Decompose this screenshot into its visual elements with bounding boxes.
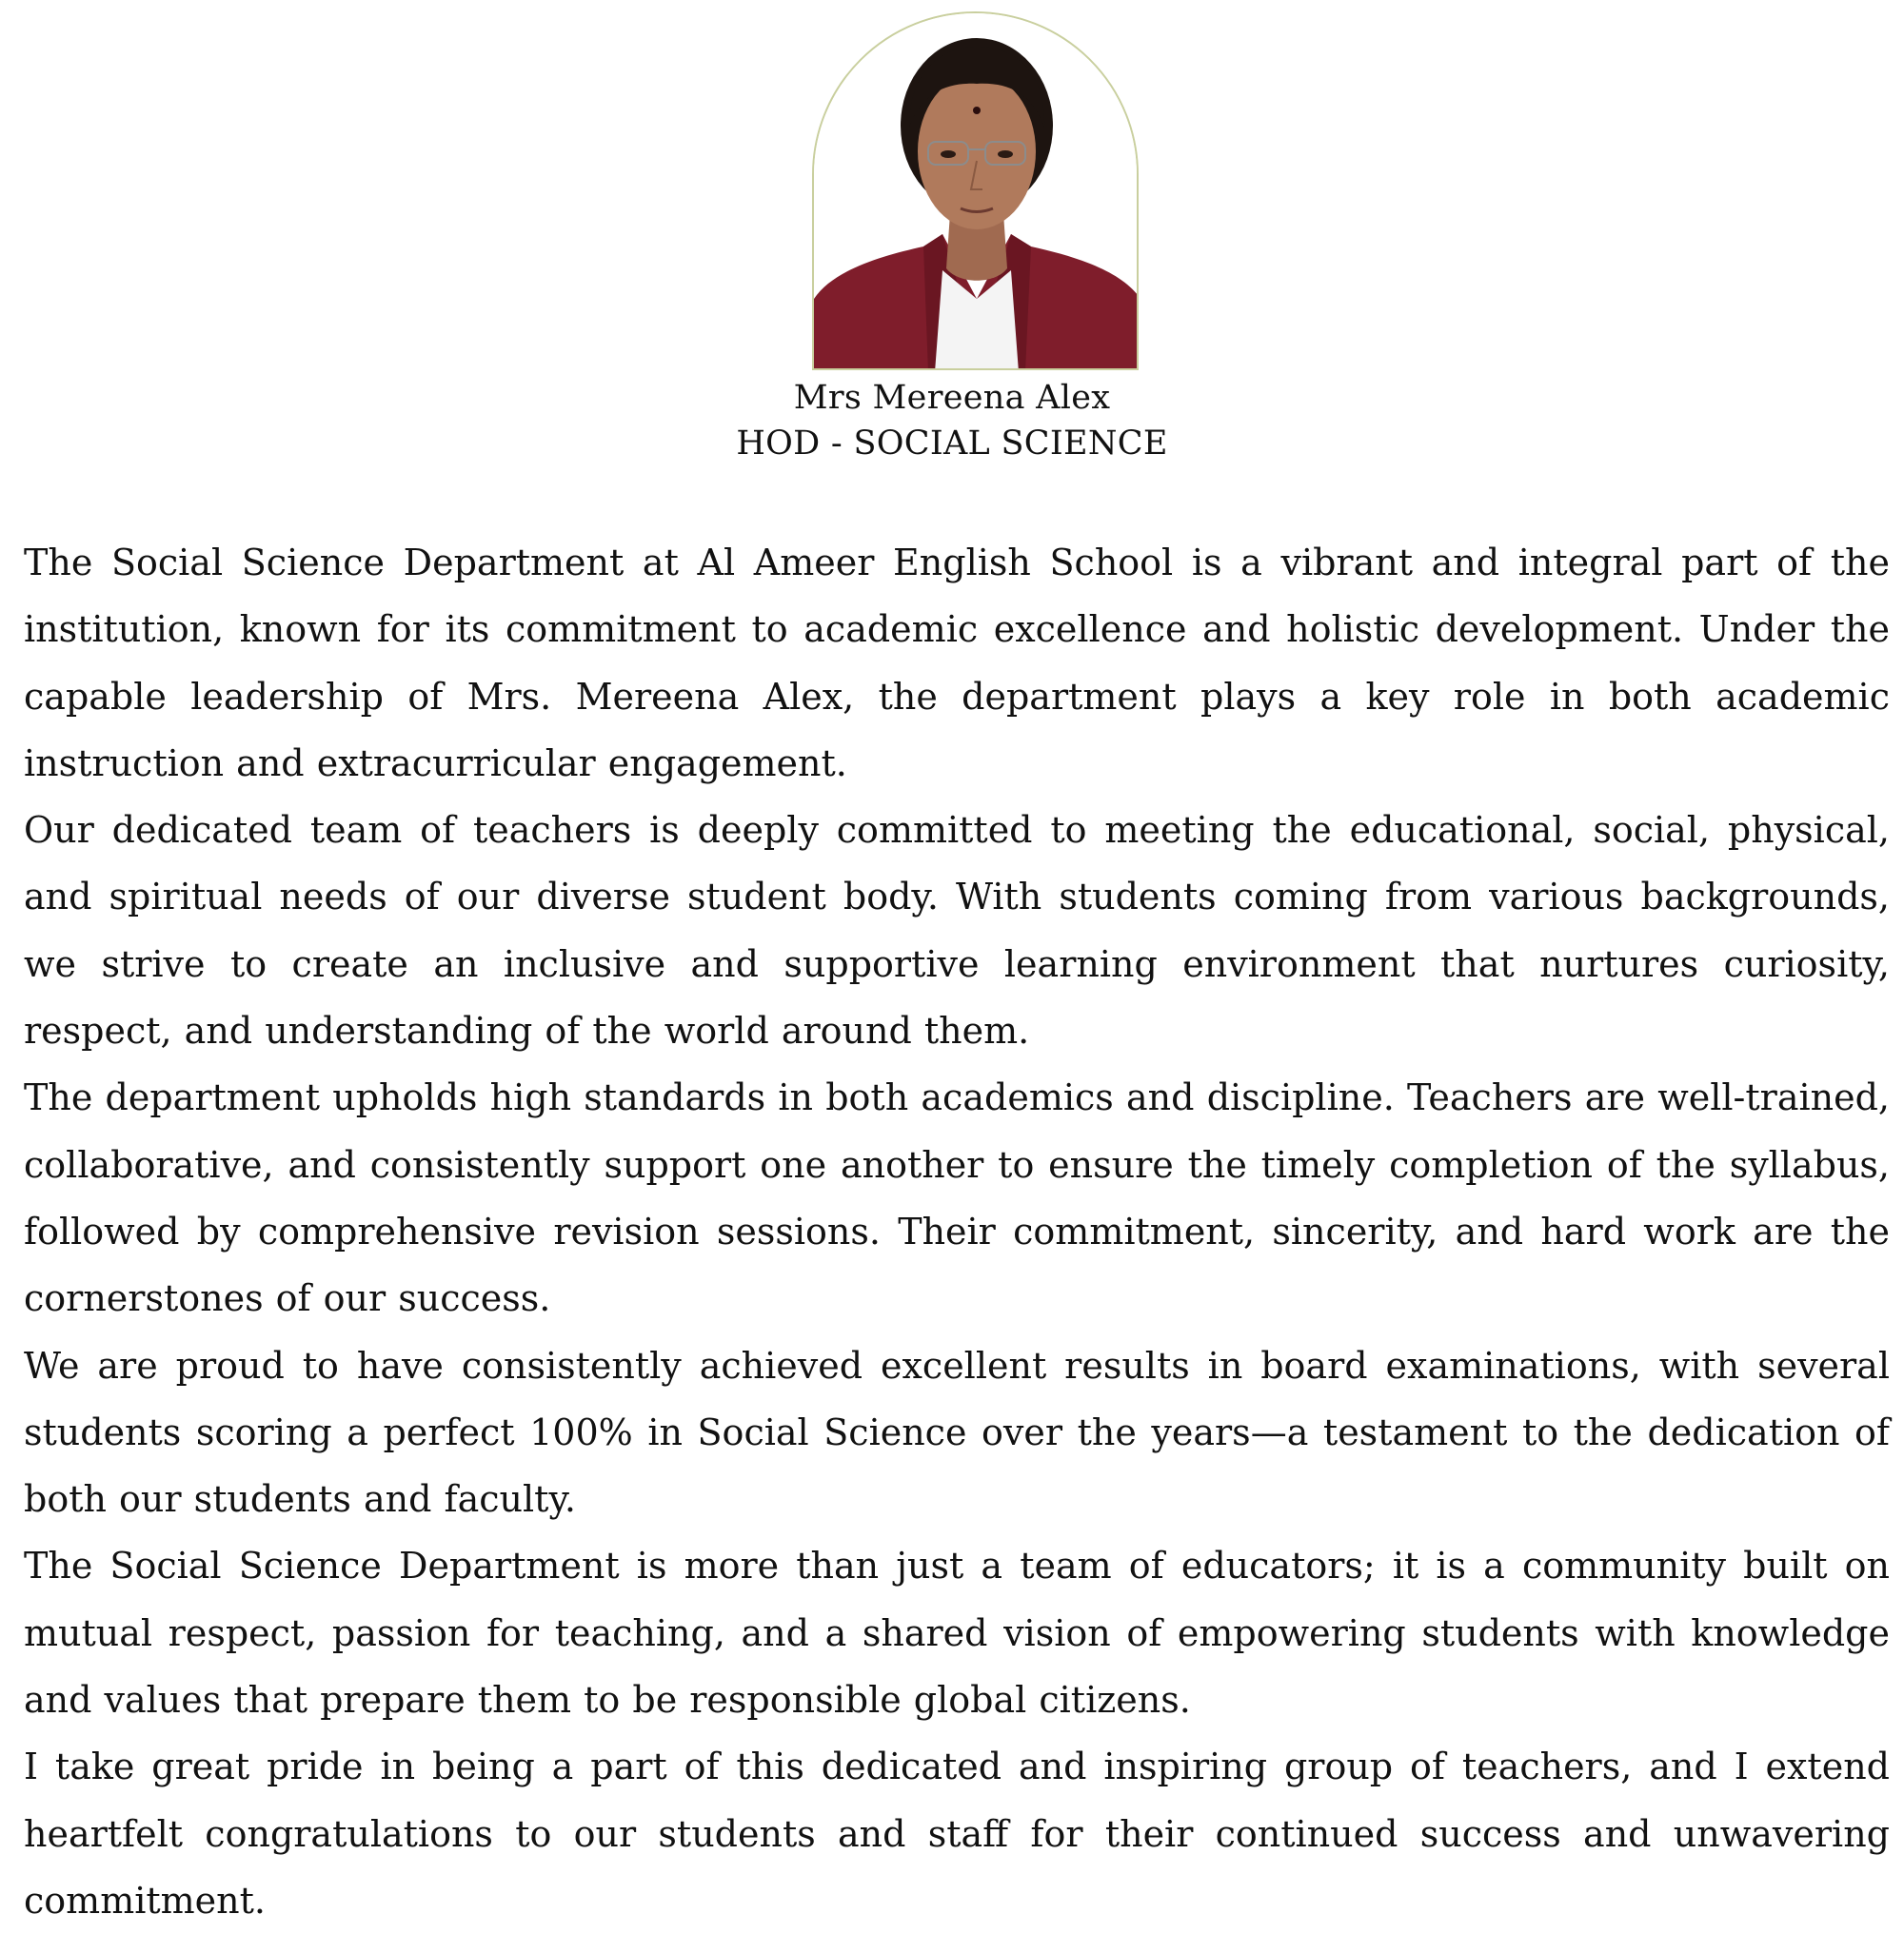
paragraph: The department upholds high standards in both academics and discipline. Teachers are well-trained, collaborative, and consistently support one another to ensure the timely completion of the syllabus, followed by comprehensive revision sessions. Their commitment, sincerity, and hard work are the cornerstones of our success. <box>24 1076 1890 1320</box>
person-name: Mrs Mereena Alex <box>793 379 1111 417</box>
person-title: HOD - SOCIAL SCIENCE <box>736 424 1168 463</box>
portrait-frame <box>812 11 1139 370</box>
paragraph: The Social Science Department at Al Ameer English School is a vibrant and integral part of the institution, known for its commitment to academic excellence and holistic development. Under the capable leadership of Mrs. Mereena Alex, the department plays a key role in both academic instruction and extracurricular engagement. <box>24 542 1890 784</box>
message-body <box>24 529 1890 1934</box>
paragraph: Our dedicated team of teachers is deeply committed to meeting the educational, social, physical, and spiritual needs of our diverse student body. With students coming from various backgrounds, we strive to create an inclusive and supportive learning environment that nurtures curiosity, respect, and understanding of the world around them. <box>24 809 1890 1053</box>
paragraph: We are proud to have consistently achieved excellent results in board examinations, with several students scoring a perfect 100% in Social Science over the years—a testament to the dedication of both our students and faculty. <box>24 1344 1890 1521</box>
portrait-photo <box>814 13 1139 370</box>
paragraph: The Social Science Department is more than just a team of educators; it is a community built on mutual respect, passion for teaching, and a shared vision of empowering students with knowledge and values that prepare them to be responsible global citizens. <box>24 1545 1890 1722</box>
paragraph: I take great pride in being a part of this dedicated and inspiring group of teachers, and I extend heartfelt congratulations to our students and staff for their continued success and unwavering commitment. <box>24 1746 1890 1922</box>
